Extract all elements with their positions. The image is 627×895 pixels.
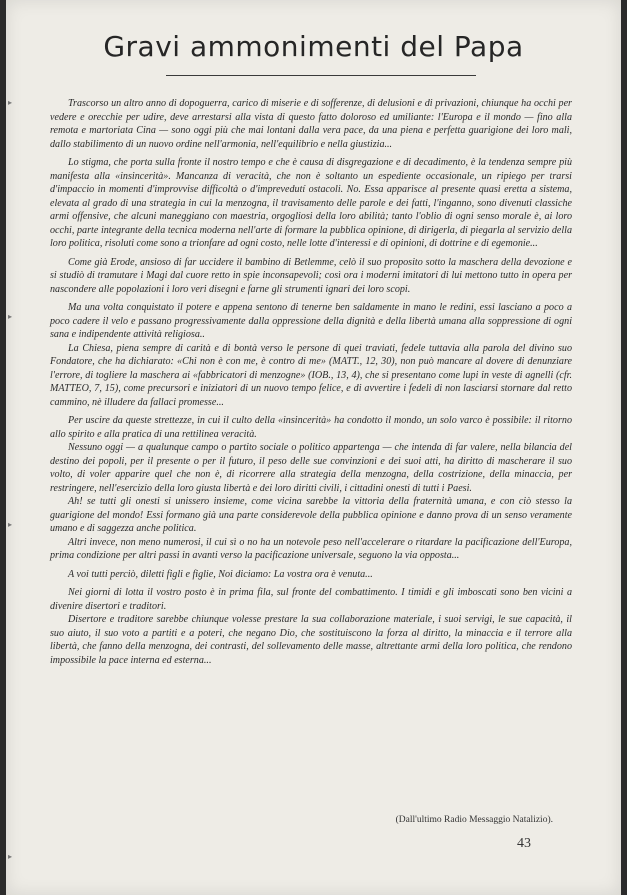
page-number: 43 [517,836,531,851]
paragraph: A voi tutti perciò, diletti figli e figlie, Noi diciamo: La vostra ora è venuta... [68,568,373,580]
paragraph: Nessuno oggi — a qualunque campo o partito sociale o politico appartenga — che intenda di far valere, nella bilancia del destino dei popoli, per il presente o per il futuro, il peso delle sue convinzioni e dei suoi atti, ha diritto di mascherare il suo volto, di voler apparire quel che non è, di ricorrere alla strategia della menzogna, della costrizione, della minaccia, per restringere, nell'esercizio della loro giusta libertà e dei loro diritti civili, i cittadini onesti di tutti i Paesi. [50,442,572,494]
margin-mark: ▸ [8,98,13,107]
paragraph: Nei giorni di lotta il vostro posto è in prima fila, sul fronte del combattimento. I timidi e gli imboscati sono ben vicini a divenire disertori e traditori. [50,587,572,612]
paragraph: Come già Erode, ansioso di far uccidere il bambino di Betlemme, celò il suo proposito sotto la maschera della devozione e si studiò di tramutare i Magi dal cuore retto in spie inconsapevoli; così ora i moderni imitatori di lui mettono tutto in opera per nascondere alle popolazioni i loro veri disegni e farne gli strumenti ignari dei loro scopi. [50,256,572,295]
document-page [6,0,621,895]
margin-mark: ▸ [8,520,13,529]
margin-mark: ▸ [8,852,13,861]
article-body [50,97,572,667]
page-title: Gravi ammonimenti del Papa [103,30,524,63]
margin-mark: ▸ [8,312,13,321]
paragraph: Lo stigma, che porta sulla fronte il nostro tempo e che è causa di disgregazione e di decadimento, è la tendenza sempre più manifesta alla «insincerità». Mancanza di veracità, che non è soltanto un espediente occasionale, un ripiego per trarsi d'impaccio in momenti d'improvvise difficoltà o d'imprevedutí ostacoli. No. Essa apparisce al presente quasi eretta a sistema, elevata al grado di una strategia in cui la menzogna, il travisamento delle parole e dei fatti, l'inganno, sono divenuti classiche armi offensive, che alcuni maneggiano con maestria, orgogliosi della loro abilità; tanto l'oblio di ogni senso morale è, ai loro occhi, parte integrante della tecnica moderna nell'arte di formare la pubblica opinione, di dirigerla, di piegarla al servizio della loro politica, risoluti come sono a trionfare ad ogni costo, nelle lotte d'interessi e di opinioni, di dottrine e di egemonie... [50,157,572,249]
paragraph: Per uscire da queste strettezze, in cui il culto della «insincerità» ha condotto il mondo, un solo varco è possibile: il ritorno allo spirito e alla pratica di una rettilinea veracità. [50,415,572,440]
source-note: (Dall'ultimo Radio Messaggio Natalizio). [395,815,553,825]
paragraph: Disertore e traditore sarebbe chiunque volesse prestare la sua collaborazione materiale, i suoi servigi, le sue capacità, il suo aiuto, il suo voto a partiti e a poteri, che negano Dio, che sostituiscono la forza al diritto, la minaccia e il terrore alla libertà, che fanno della menzogna, dei contrasti, del sollevamento delle masse, altrettante armi della loro politica, che rendono impossibile la pace interna ed esterna... [50,614,572,666]
paragraph: Ma una volta conquistato il potere e appena sentono di tenerne ben saldamente in mano le redini, essi lasciano a poco a poco cadere il velo e passano progressivamente dalla oppressione della dignità e della libertà umana alla soppressione di ogni sana e indipendente attività religiosa.. [50,302,572,340]
title-rule [166,75,476,76]
paragraph: Altri invece, non meno numerosi, il cui sì o no ha un notevole peso nell'accelerare o ritardare la pacificazione dell'Europa, prima condizione per altri passi in avanti verso la pacificazione universale, seguono la via opposta... [50,536,572,561]
paragraph: La Chiesa, piena sempre di carità e di bontà verso le persone di quei traviati, fedele tuttavia alla parola del divino suo Fondatore, che ha dichiarato: «Chi non è con me, è contro di me» (MATT., 12, 30), non può mancare al dovere di denunziare l'errore, di togliere la maschera ai «fabbricatori di menzogne» (IOB., 13, 4), che si presentano come lupi in veste di agnelli (cfr. MATTEO, 7, 15), come precursori e iniziatori di un nuovo tempo felice, e di avvertire i fedeli di non lasciarsi stornare dal retto cammino, nè illudere da fallaci promesse... [50,342,572,408]
paragraph: Trascorso un altro anno di dopoguerra, carico di miserie e di sofferenze, di delusioni e di privazioni, chiunque ha occhi per vedere e orecchie per udire, deve arrestarsi alla vista di questo fatto doloroso ed umiliante: l'Europa e il mondo — fino alla remota e martoriata Cina — sono oggi più che mai lontani dalla vera pace, da una piena e perfetta guarigione dei loro mali, dallo stabilimento di un nuovo ordine nell'armonia, nell'equilibrio e nella giustizia... [50,98,572,150]
paragraph: Ah! se tutti gli onesti si unissero insieme, come vicina sarebbe la vittoria della fraternità umana, e con ciò stesso la guarigione del mondo! Essi formano già una parte considerevole della pubblica opinione e danno prova di un senso veramente umano e di saggezza anche politica. [50,496,572,534]
